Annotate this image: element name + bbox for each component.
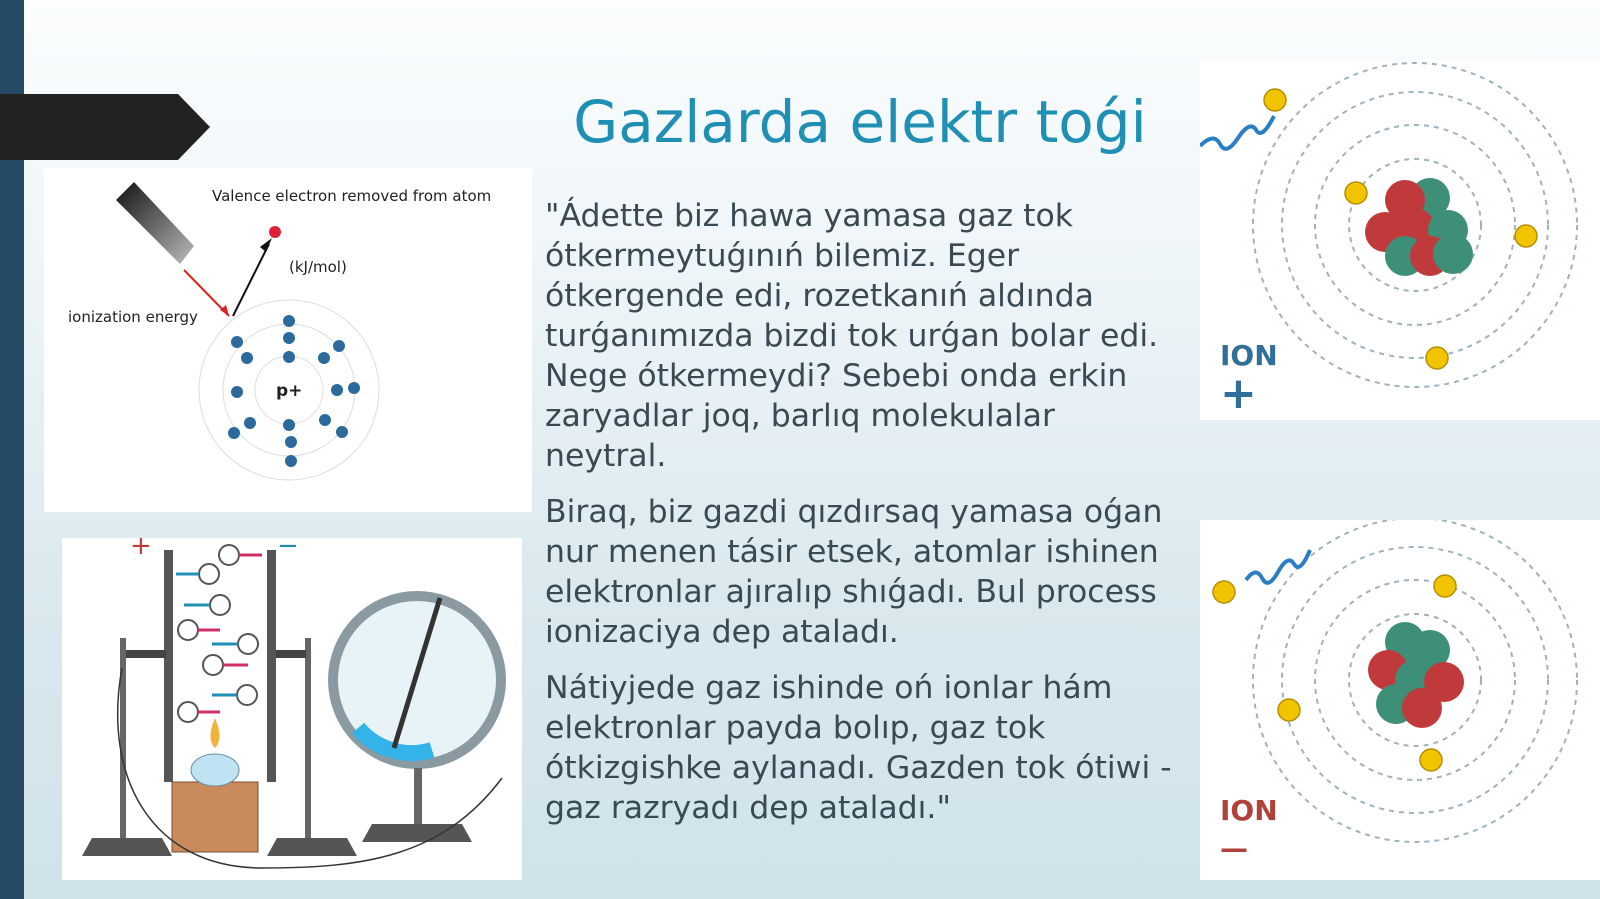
nucleus-icon <box>1368 622 1464 728</box>
negative-ion-sign: — <box>1220 832 1248 865</box>
gas-discharge-apparatus-illustration <box>62 538 522 880</box>
wave-icon <box>1200 116 1274 149</box>
positive-ion-label: ION <box>1220 339 1278 372</box>
ionization-energy-label: ionization energy <box>68 308 198 326</box>
paragraph-3: Nátiyjede gaz ishinde oń ionlar hám elektronlar payda bolıp, gaz tok ótkizgishke aylanadı. Gazden tok ótiwi - gaz razryadı dep ataladı." <box>545 670 1172 826</box>
wave-icon <box>1246 550 1310 583</box>
minus-sign-icon: − <box>277 538 299 561</box>
plus-sign-icon: + <box>130 538 152 561</box>
removed-electron-icon <box>269 226 281 238</box>
body-text <box>545 196 1185 844</box>
paragraph-2: Biraq, biz gazdi qızdırsaq yamasa oǵan nur menen tásir etsek, atomlar ishinen elektronlar ajıralıp shıǵadı. Bul process ionizaciya dep ataladı. <box>545 494 1163 650</box>
nucleus-icon <box>1365 178 1473 276</box>
atom-ionization-diagram <box>44 168 532 512</box>
flame-icon <box>211 718 220 748</box>
negative-plate <box>267 550 276 782</box>
unit-label: (kJ/mol) <box>289 258 347 276</box>
tag-arrow-shape <box>0 94 210 160</box>
burner-stand-box <box>172 782 258 852</box>
positive-plate <box>164 550 173 782</box>
light-source-icon <box>116 182 194 264</box>
negative-ion-diagram <box>1200 520 1600 880</box>
negative-ion-label: ION <box>1220 794 1278 827</box>
positive-ion-diagram <box>1200 60 1600 420</box>
valence-label: Valence electron removed from atom <box>212 187 492 205</box>
positive-ion-sign: + <box>1220 368 1257 419</box>
slide-title: Gazlarda elektr toǵi <box>573 88 1147 156</box>
paragraph-1: "Ádette biz hawa yamasa gaz tok ótkermeytuǵınıń bilemiz. Eger ótkergende edi, rozetkanıń aldında turǵanımızda bizdi tok urǵan bolar edi. Nege ótkermeydi? Sebebi onda erkin zaryadlar joq, barlıq molekulalar neytral. <box>545 198 1159 474</box>
nucleus-label: p+ <box>276 381 303 401</box>
